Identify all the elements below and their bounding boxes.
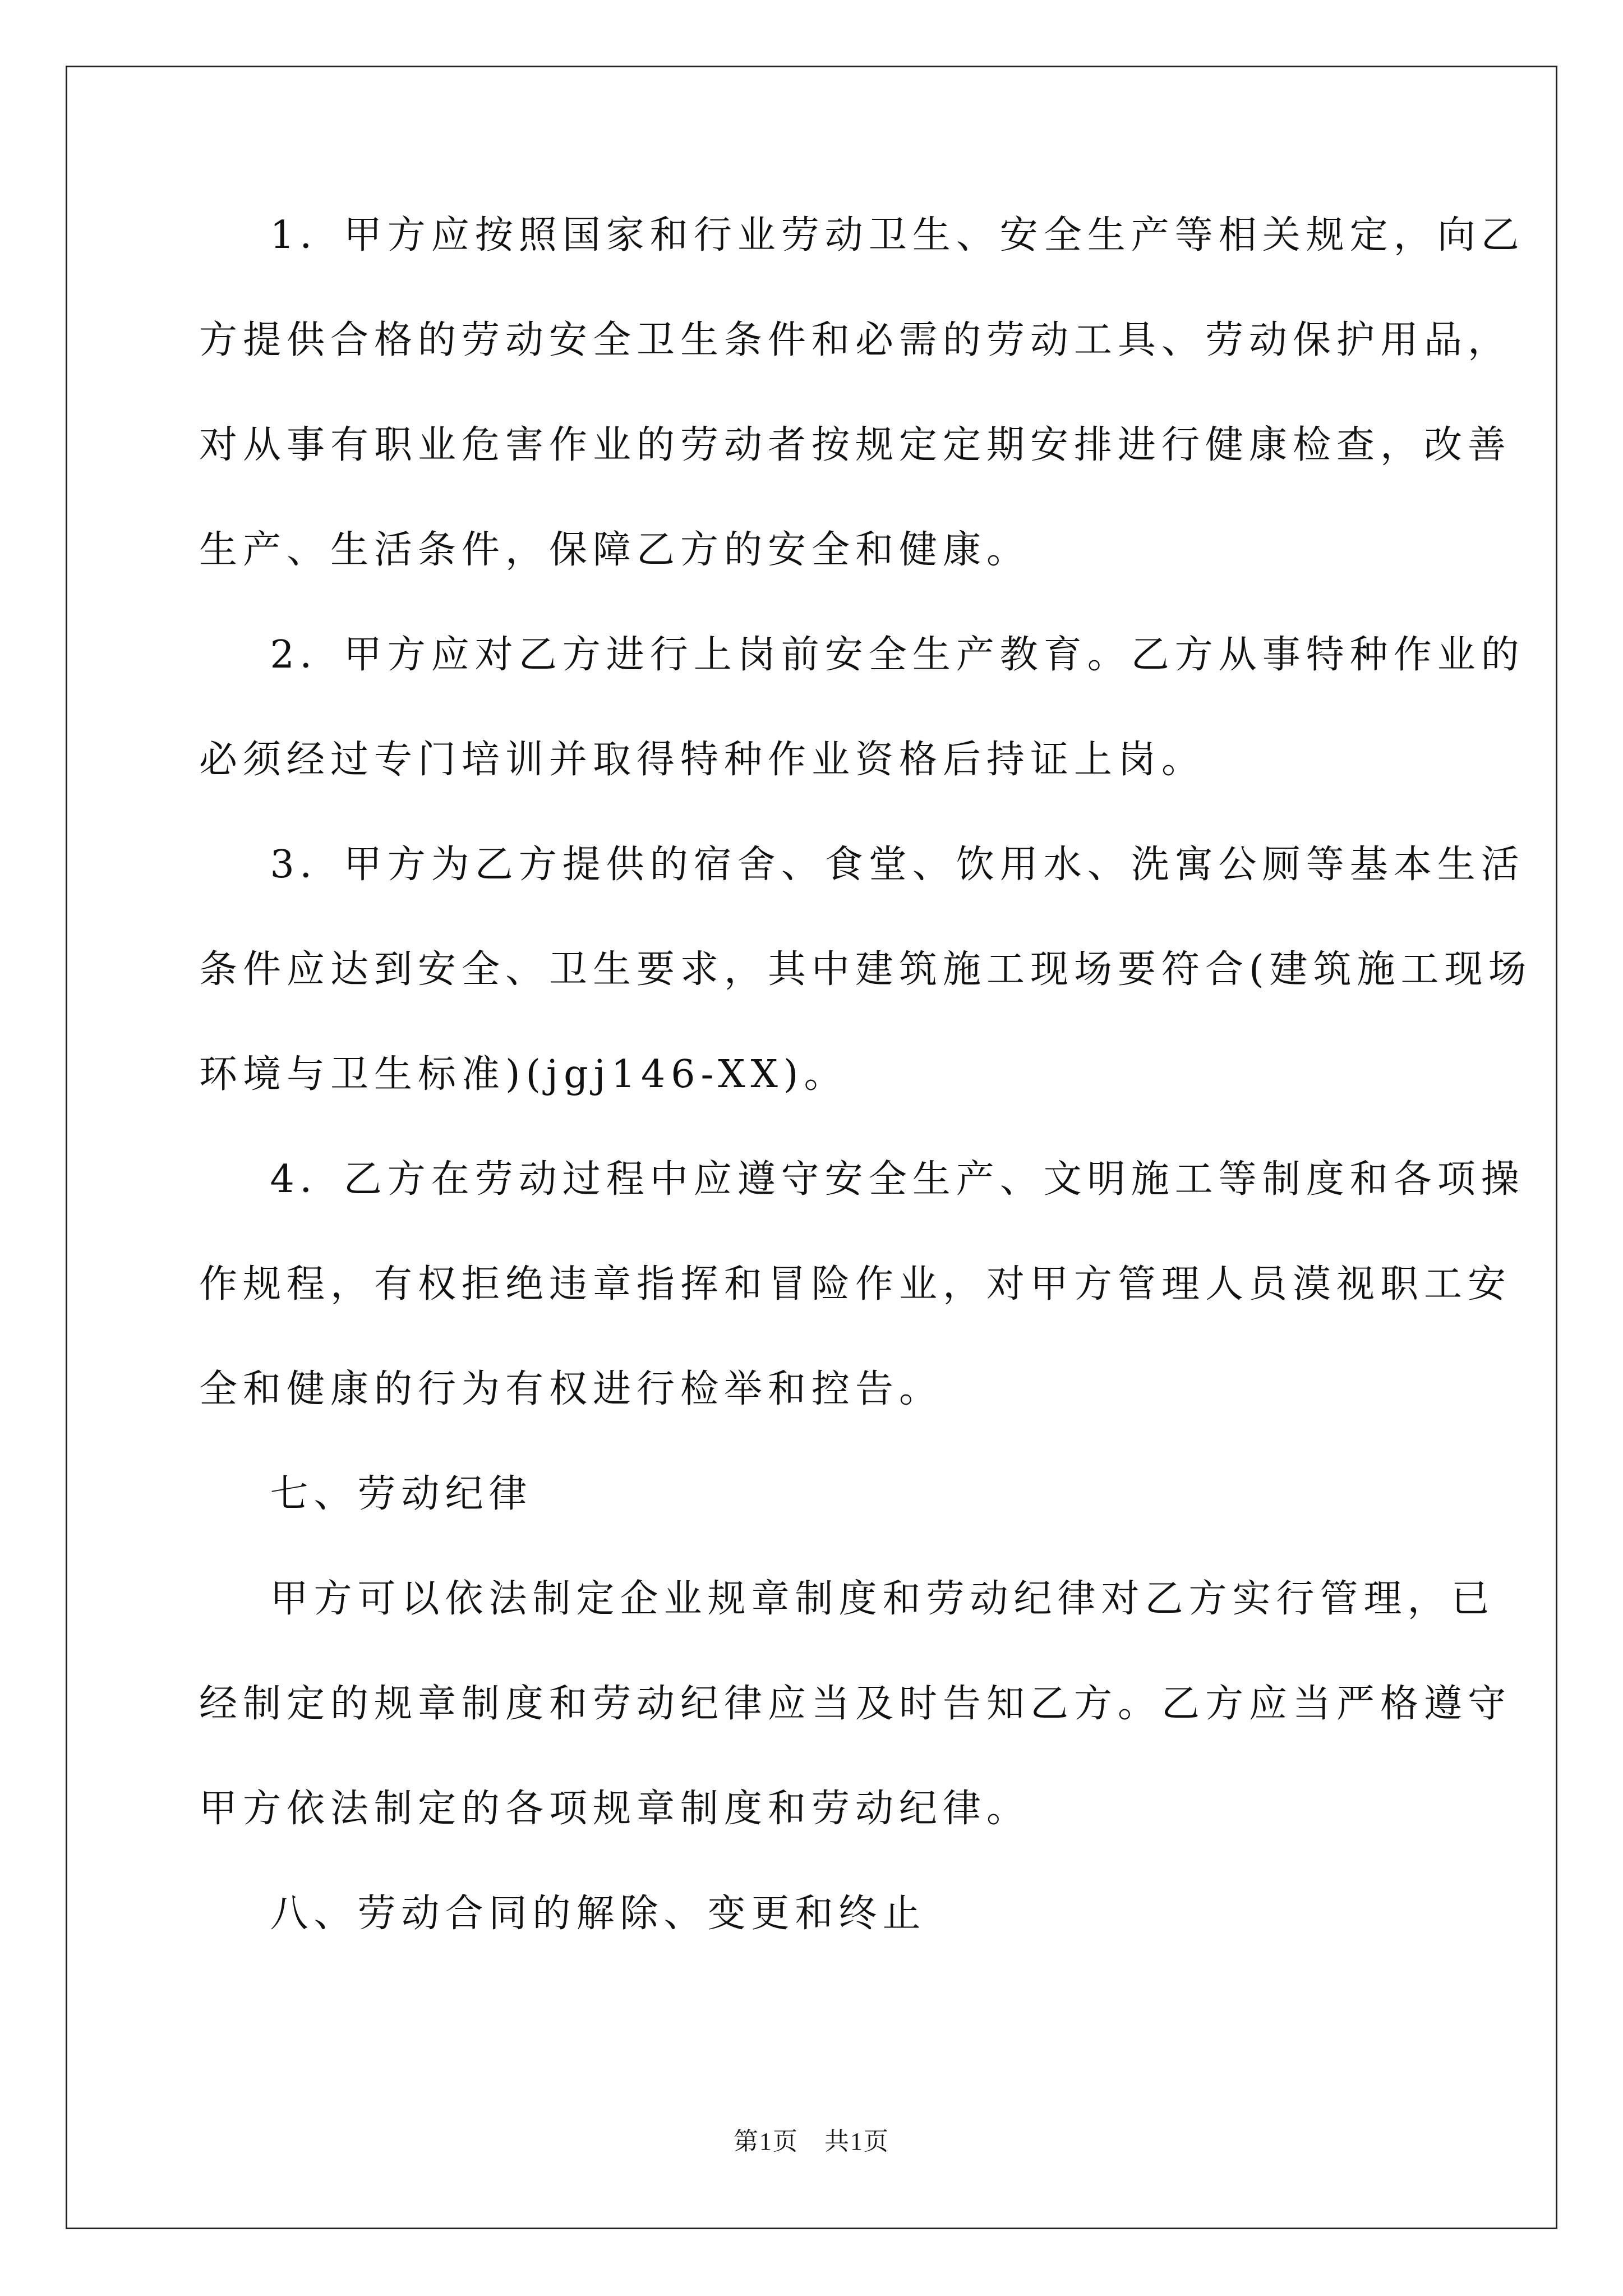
text-line: 生产、生活条件，保障乙方的安全和健康。 — [199, 528, 1031, 572]
text-line: 甲方依法制定的各项规章制度和劳动纪律。 — [199, 1787, 1031, 1831]
text-line: 2．甲方应对乙方进行上岗前安全生产教育。乙方从事特种作业的 — [199, 633, 1525, 677]
text-line: 1．甲方应按照国家和行业劳动卫生、安全生产等相关规定，向乙 — [199, 213, 1525, 257]
text-line: 4．乙方在劳动过程中应遵守安全生产、文明施工等制度和各项操 — [199, 1157, 1525, 1202]
text-line: 条件应达到安全、卫生要求，其中建筑施工现场要符合(建筑施工现场 — [199, 947, 1532, 992]
text-line: 必须经过专门培训并取得特种作业资格后持证上岗。 — [199, 738, 1206, 782]
text-line: 方提供合格的劳动安全卫生条件和必需的劳动工具、劳动保护用品， — [199, 318, 1512, 362]
text-line: 经制定的规章制度和劳动纪律应当及时告知乙方。乙方应当严格遵守 — [199, 1682, 1512, 1726]
section-heading: 八、劳动合同的解除、变更和终止 — [199, 1892, 926, 1936]
text-line: 环境与卫生标准)(jgj146-XX)。 — [199, 1052, 848, 1097]
text-line: 3．甲方为乙方提供的宿舍、食堂、饮用水、洗寓公厕等基本生活 — [199, 843, 1525, 887]
text-line: 作规程，有权拒绝违章指挥和冒险作业，对甲方管理人员漠视职工安 — [199, 1262, 1512, 1306]
text-line: 对从事有职业危害作业的劳动者按规定定期安排进行健康检查，改善 — [199, 423, 1512, 467]
page-number-footer: 第1页 共1页 — [734, 2128, 889, 2155]
text-line: 甲方可以依法制定企业规章制度和劳动纪律对乙方实行管理，已 — [199, 1577, 1495, 1621]
text-line: 全和健康的行为有权进行检举和控告。 — [199, 1367, 943, 1411]
section-heading: 七、劳动纪律 — [199, 1472, 533, 1516]
